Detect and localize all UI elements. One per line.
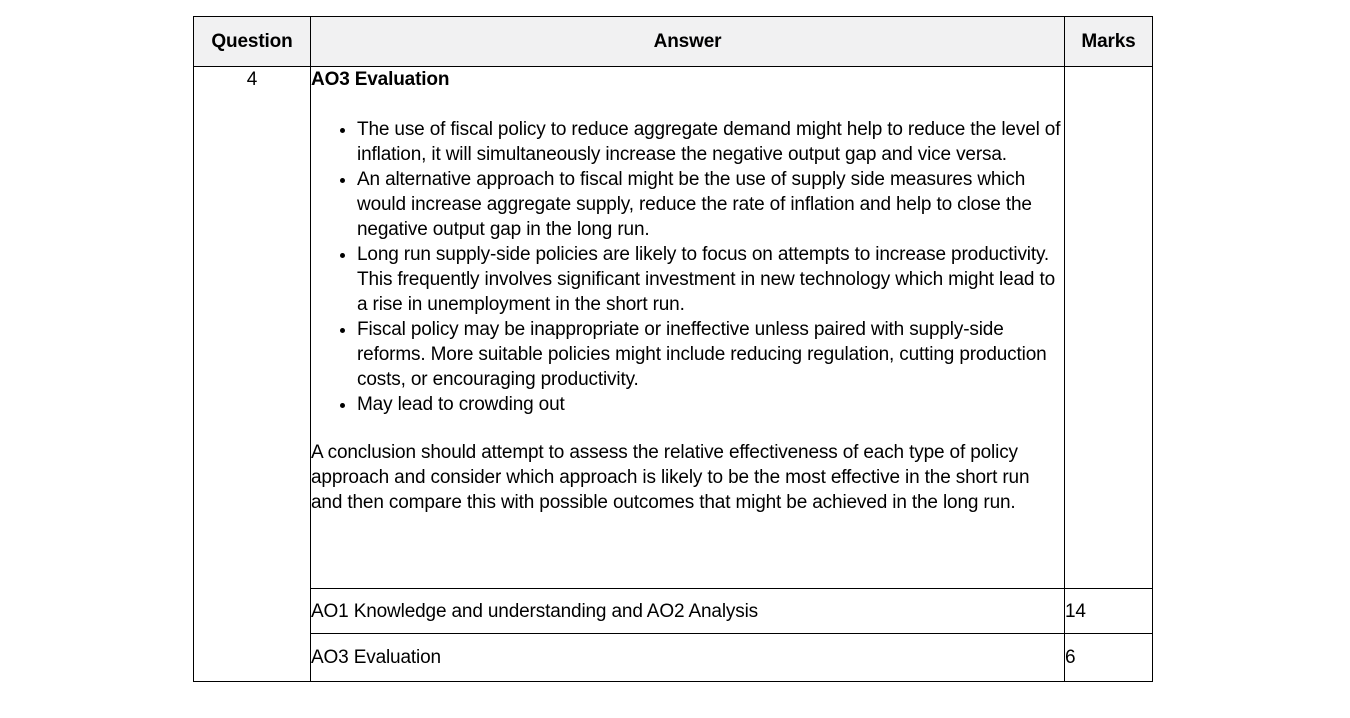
marks-cell-main [1065,67,1153,589]
question-number-cell [194,67,311,682]
header-row [194,17,1153,67]
ao3-marks: 6 [1065,634,1153,682]
bullet-item: • Fiscal policy may be inappropriate or ineffective unless paired with supply-side reforms. More suitable policies might include reducing regulation, cutting production costs, or encouraging productivity. [357,317,1064,392]
answer-row [194,67,1153,589]
header-marks: Marks [1065,17,1153,67]
bullet-item: • The use of fiscal policy to reduce aggregate demand might help to reduce the level of inflation, it will simultaneously increase the negative output gap and vice versa. [357,117,1064,167]
conclusion-paragraph: A conclusion should attempt to assess the relative effectiveness of each type of policy approach and consider which approach is likely to be the most effective in the short run and then compare this with possible outcomes that might be achieved in the long run. [311,442,1030,513]
ao3-label: AO3 Evaluation [311,634,1065,682]
ao1-ao2-marks: 14 [1065,589,1153,634]
answer-heading: AO3 Evaluation [311,69,450,90]
ao1-ao2-row [194,589,1153,634]
ao3-row [194,634,1153,682]
header-answer: Answer [311,17,1065,67]
bullet-item: • Long run supply-side policies are likely to focus on attempts to increase productivity. This frequently involves significant investment in new technology which might lead to a rise in unemployment in the short run. [357,242,1064,317]
bullet-list [311,117,1064,417]
mark-scheme-table [193,16,1153,682]
bullet-item: • May lead to crowding out [357,392,1064,417]
bullet-item: • An alternative approach to fiscal might be the use of supply side measures which would increase aggregate supply, reduce the rate of inflation and help to close the negative output gap in the long run. [357,167,1064,242]
question-number: 4 [246,69,258,90]
header-question: Question [194,17,311,67]
answer-cell [311,67,1065,589]
ao1-ao2-label: AO1 Knowledge and understanding and AO2 Analysis [311,589,1065,634]
